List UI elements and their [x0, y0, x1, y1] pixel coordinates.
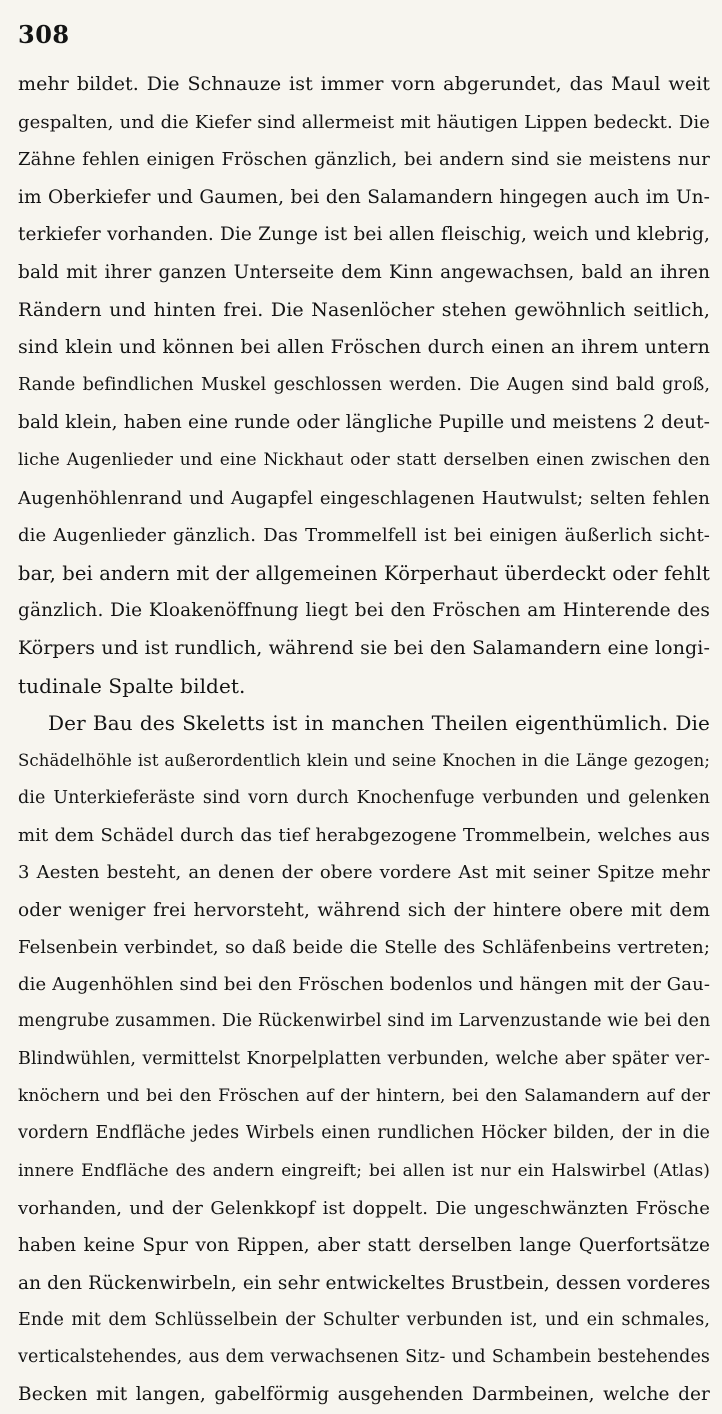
text-line: die Augenlieder gänzlich. Das Trommelfell ist bei einigen äußerlich sicht-: [18, 525, 710, 547]
text-line: mit dem Schädel durch das tief herabgezogene Trommelbein, welches aus: [18, 824, 710, 846]
page-number: 308: [18, 20, 70, 49]
text-line: Rändern und hinten frei. Die Nasenlöcher stehen gewöhnlich seitlich,: [18, 298, 710, 321]
text-line: Ende mit dem Schlüsselbein der Schulter verbunden ist, und ein schmales,: [18, 1309, 710, 1330]
text-line: bar, bei andern mit der allgemeinen Körperhaut überdeckt oder fehlt: [18, 561, 710, 585]
text-line: verticalstehendes, aus dem verwachsenen Sitz- und Schambein bestehendes: [18, 1347, 710, 1368]
text-line: vordern Endfläche jedes Wirbels einen rundlichen Höcker bilden, der in die: [18, 1123, 710, 1144]
text-line: gänzlich. Die Kloakenöffnung liegt bei den Fröschen am Hinterende des: [18, 600, 710, 622]
text-line: Schädelhöhle ist außerordentlich klein und seine Knochen in die Länge gezogen;: [18, 751, 710, 771]
text-line: mehr bildet. Die Schnauze ist immer vorn abgerundet, das Maul weit: [18, 73, 710, 95]
text-line: die Augenhöhlen sind bei den Fröschen bodenlos und hängen mit der Gau-: [18, 974, 710, 996]
text-line: Blindwühlen, vermittelst Knorpelplatten verbunden, welche aber später ver-: [18, 1048, 710, 1069]
text-line: Der Bau des Skeletts ist in manchen Theilen eigenthümlich. Die: [48, 711, 710, 736]
text-line: Rande befindlichen Muskel geschlossen werden. Die Augen sind bald groß,: [18, 374, 710, 395]
text-line: sind klein und können bei allen Fröschen durch einen an ihrem untern: [18, 336, 710, 359]
text-line: an den Rückenwirbeln, ein sehr entwickeltes Brustbein, dessen vorderes: [18, 1272, 710, 1294]
text-line: 3 Aesten besteht, an denen der obere vordere Ast mit seiner Spitze mehr: [18, 862, 710, 884]
text-line: terkiefer vorhanden. Die Zunge ist bei allen fleischig, weich und klebrig,: [18, 224, 710, 246]
text-line: gespalten, und die Kiefer sind allermeist mit häutigen Lippen bedeckt. Die: [18, 111, 710, 133]
text-line: Zähne fehlen einigen Fröschen gänzlich, bei andern sind sie meistens nur: [18, 149, 710, 171]
text-line: im Oberkiefer und Gaumen, bei den Salamandern hingegen auch im Un-: [18, 186, 710, 208]
text-line: knöchern und bei den Fröschen auf der hintern, bei den Salamandern auf der: [18, 1086, 710, 1107]
text-line: bald klein, haben eine runde oder längliche Pupille und meistens 2 deut-: [18, 412, 710, 434]
text-line: innere Endfläche des andern eingreift; bei allen ist nur ein Halswirbel (Atlas): [18, 1160, 710, 1181]
text-line: mengrube zusammen. Die Rückenwirbel sind im Larvenzustande wie bei den: [18, 1011, 710, 1032]
text-line: vorhanden, und der Gelenkkopf ist doppelt. Die ungeschwänzten Frösche: [18, 1197, 710, 1219]
text-line: Körpers und ist rundlich, während sie bei den Salamandern eine longi-: [18, 636, 710, 659]
text-line: bald mit ihrer ganzen Unterseite dem Kinn angewachsen, bald an ihren: [18, 261, 710, 283]
text-line: Augenhöhlenrand und Augapfel eingeschlagenen Hautwulst; selten fehlen: [18, 487, 710, 509]
paragraph-1: [18, 66, 710, 705]
text-line: Felsenbein verbindet, so daß beide die Stelle des Schläfenbeins vertreten;: [18, 936, 710, 958]
text-line: die Unterkieferäste sind vorn durch Knochenfuge verbunden und gelenken: [18, 787, 710, 808]
text-line: Becken mit langen, gabelförmig ausgehenden Darmbeinen, welche der: [18, 1384, 710, 1406]
text-line: tudinale Spalte bildet.: [18, 673, 246, 698]
text-line: haben keine Spur von Rippen, aber statt derselben lange Querfortsätze: [18, 1235, 710, 1257]
text-line: liche Augenlieder und eine Nickhaut oder statt derselben einen zwischen den: [18, 449, 710, 470]
paragraph-2: [18, 705, 710, 1414]
text-line: oder weniger frei hervorsteht, während sich der hintere obere mit dem: [18, 899, 710, 921]
